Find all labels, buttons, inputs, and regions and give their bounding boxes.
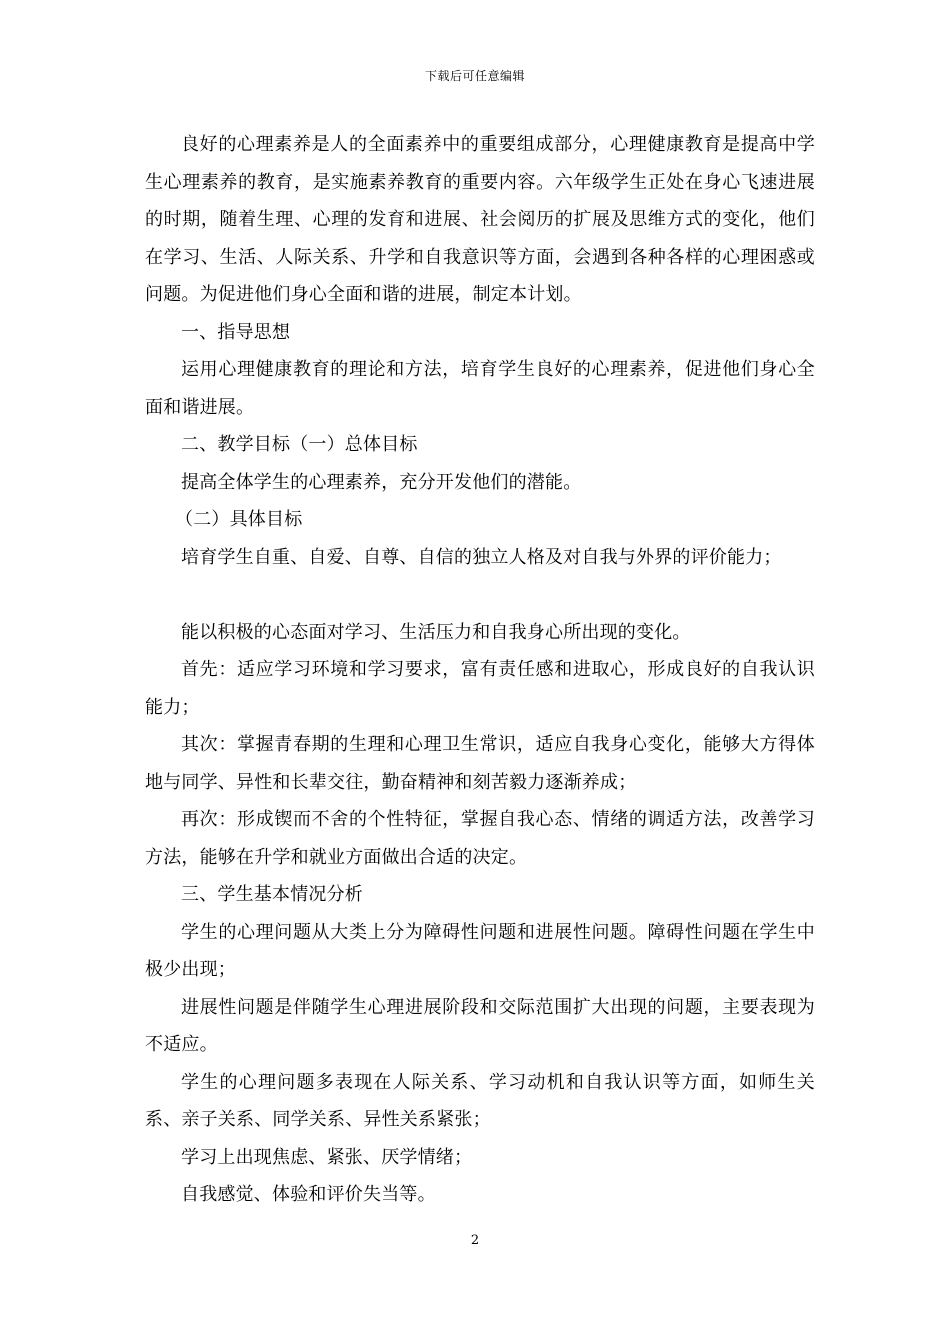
blank-line — [145, 576, 815, 614]
paragraph-analysis-2: 进展性问题是伴随学生心理进展阶段和交际范围扩大出现的问题，主要表现为不适应。 — [145, 996, 815, 1055]
section-heading-student-analysis: 三、学生基本情况分析 — [181, 884, 363, 905]
paragraph-analysis-1: 学生的心理问题从大类上分为障碍性问题和进展性问题。障碍性问题在学生中极少出现； — [145, 921, 815, 980]
paragraph-first: 首先：适应学习环境和学习要求，富有责任感和进取心，形成良好的自我认识能力； — [145, 659, 815, 718]
section-heading-guiding-ideology: 一、指导思想 — [181, 321, 291, 343]
page-header: 下载后可任意编辑 — [424, 69, 525, 83]
paragraph-guiding-ideology: 运用心理健康教育的理论和方法，培育学生良好的心理素养，促进他们身心全面和谐进展。 — [145, 359, 815, 418]
page-number: 2 — [470, 1233, 480, 1248]
paragraph-second: 其次：掌握青春期的生理和心理卫生常识，适应自我身心变化，能够大方得体地与同学、异性和长辈交往，勤奋精神和刻苦毅力逐渐养成； — [145, 734, 815, 793]
paragraph-specific-goal-1: 培育学生自重、自爱、自尊、自信的独立人格及对自我与外界的评价能力； — [181, 546, 782, 568]
paragraph-analysis-4: 学习上出现焦虑、紧张、厌学情绪； — [181, 1146, 473, 1168]
paragraph-third: 再次：形成锲而不舍的个性特征，掌握自我心态、情绪的调适方法，改善学习方法，能够在升学和就业方面做出合适的决定。 — [145, 809, 815, 868]
paragraph-analysis-3: 学生的心理问题多表现在人际关系、学习动机和自我认识等方面，如师生关系、亲子关系、同学关系、异性关系紧张； — [145, 1071, 815, 1130]
section-heading-teaching-goals: 二、教学目标（一）总体目标 — [181, 434, 418, 455]
intro-paragraph: 良好的心理素养是人的全面素养中的重要组成部分，心理健康教育是提高中学生心理素养的教育，是实施素养教育的重要内容。六年级学生正处在身心飞速进展的时期，随着生理、心理的发育和进展、社会阅历的扩展及思维方式的变化，他们在学习、生活、人际关系、升学和自我意识等方面，会遇到各种各样的心理困惑或问题。为促进他们身心全面和谐的进展，制定本计划。 — [145, 134, 815, 305]
paragraph-specific-goal-2: 能以积极的心态面对学习、生活压力和自我身心所出现的变化。 — [181, 621, 691, 643]
paragraph-analysis-5: 自我感觉、体验和评价失当等。 — [181, 1184, 436, 1205]
document-body — [145, 126, 815, 1214]
paragraph-overall-goal: 提高全体学生的心理素养，充分开发他们的潜能。 — [181, 471, 582, 493]
subheading-specific-goals: （二）具体目标 — [175, 509, 303, 530]
